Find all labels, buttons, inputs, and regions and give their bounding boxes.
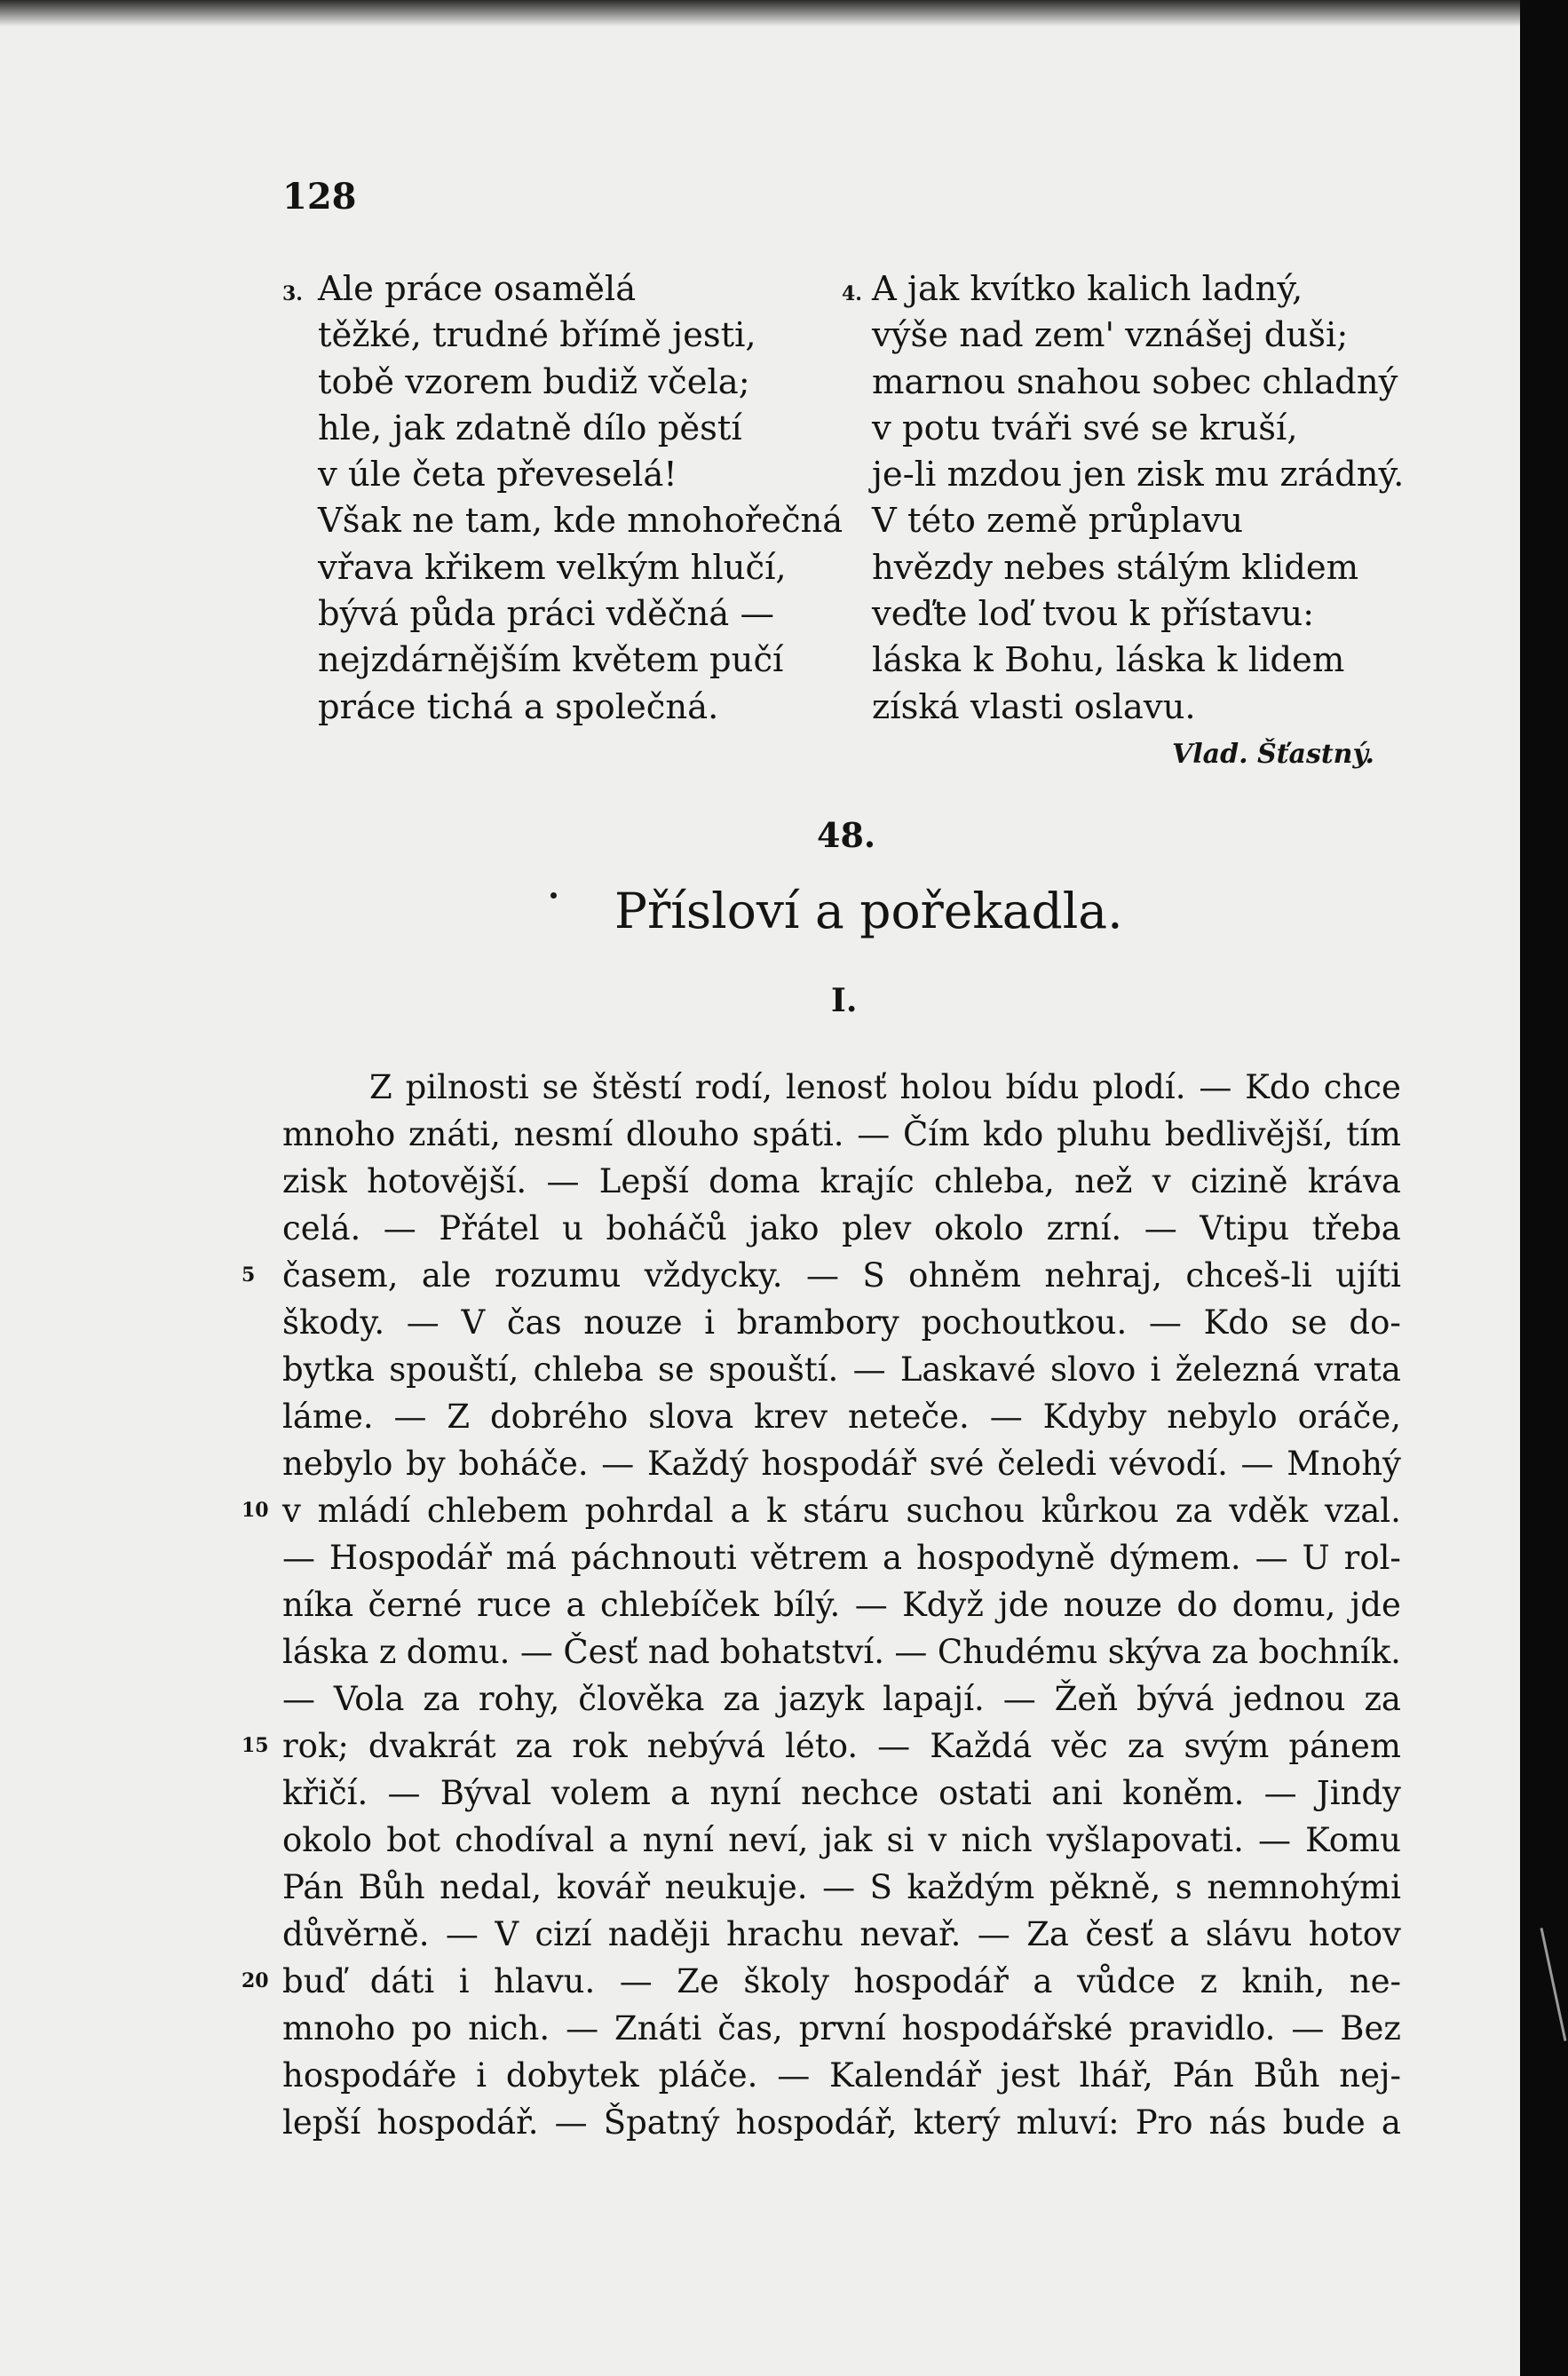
prose-line: láme. — Z dobrého slova krev neteče. — Kdyby nebylo oráče,: [282, 1398, 1401, 1436]
poem-author: Vlad. Šťastný.: [1172, 739, 1374, 770]
page-edge-shadow: [0, 0, 1520, 27]
section-title: Přísloví a pořekadla.: [614, 883, 1123, 939]
stanza-number-right: 4.: [842, 282, 862, 305]
prose-line: láska z domu. — Česť nad bohatství. — Chudému skýva za bochník.: [282, 1633, 1401, 1671]
prose-line: hospodáře i dobytek pláče. — Kalendář jest lhář, Pán Bůh nej-: [282, 2056, 1401, 2095]
poem-line: A jak kvítko kalich ladný,: [872, 269, 1303, 309]
prose-line: rok; dvakrát za rok nebývá léto. — Každá věc za svým pánem: [282, 1727, 1401, 1765]
prose-line: Z pilnosti se štěstí rodí, lenosť holou bídu plodí. — Kdo chce: [369, 1068, 1401, 1106]
poem-line: Však ne tam, kde mnohořečná: [318, 501, 843, 542]
poem-line: marnou snahou sobec chladný: [872, 361, 1398, 402]
poem-line: tobě vzorem budiž včela;: [318, 361, 750, 402]
prose-line: škody. — V čas nouze i brambory pochoutkou. — Kdo se do-: [282, 1303, 1401, 1342]
prose-line: časem, ale rozumu vždycky. — S ohněm nehraj, chceš-li ujíti: [282, 1256, 1401, 1295]
margin-line-number: 20: [242, 1969, 269, 1992]
prose-line: buď dáti i hlavu. — Ze školy hospodář a vůdce z knih, ne-: [282, 1962, 1401, 2000]
poem-line: je-li mzdou jen zisk mu zrádný.: [872, 455, 1405, 495]
poem-line: výše nad zem' vznášej duši;: [872, 315, 1349, 356]
poem-line: láska k Bohu, láska k lidem: [872, 640, 1345, 681]
poem-line: bývá půda práci vděčná —: [318, 594, 774, 635]
poem-line: získá vlasti oslavu.: [872, 686, 1196, 727]
proverbs-paragraph: [282, 1064, 1401, 2146]
prose-line: lepší hospodář. — Špatný hospodář, který mluví: Pro nás bude a: [282, 2103, 1401, 2142]
prose-line: v mládí chlebem pohrdal a k stáru suchou kůrkou za vděk vzal.: [282, 1492, 1401, 1530]
scan-margin-mark: [1540, 1928, 1567, 2041]
poem-stanza-right: [872, 266, 1404, 731]
poem-line: v potu tváři své se kruší,: [872, 408, 1298, 448]
subsection-numeral: I.: [831, 982, 858, 1019]
margin-line-number: 10: [242, 1499, 269, 1522]
prose-line: mnoho znáti, nesmí dlouho spáti. — Čím kdo pluhu bedlivější, tím: [282, 1115, 1401, 1153]
stanza-number-left: 3.: [282, 282, 303, 305]
prose-line: bytka spouští, chleba se spouští. — Laskavé slovo i železná vrata: [282, 1350, 1401, 1389]
section-number: 48.: [817, 815, 876, 855]
prose-line: zisk hotovější. — Lepší doma krajíc chleba, než v cizině kráva: [282, 1162, 1401, 1200]
poem-line: hle, jak zdatně dílo pěstí: [318, 408, 742, 448]
poem-line: Ale práce osamělá: [318, 269, 637, 309]
prose-line: celá. — Přátel u boháčů jako plev okolo zrní. — Vtipu třeba: [282, 1209, 1401, 1247]
prose-line: — Hospodář má páchnouti větrem a hospodyně dýmem. — U rol-: [282, 1539, 1401, 1577]
page-number: 128: [282, 176, 357, 218]
prose-line: — Vola za rohy, člověka za jazyk lapají. — Žeň bývá jednou za: [282, 1680, 1401, 1718]
poem-line: hvězdy nebes stálým klidem: [872, 547, 1359, 588]
prose-line: Pán Bůh nedal, kovář neukuje. — S každým pěkně, s nemnohými: [282, 1868, 1401, 1906]
poem-line: nejzdárnějším květem pučí: [318, 640, 784, 681]
poem-line: V této země průplavu: [872, 501, 1244, 542]
prose-line: okolo bot chodíval a nyní neví, jak si v nich vyšlapovati. — Komu: [282, 1821, 1401, 1859]
poem-line: veďte loď tvou k přístavu:: [872, 594, 1315, 635]
prose-line: níka černé ruce a chlebíček bílý. — Když jde nouze do domu, jde: [282, 1586, 1401, 1624]
prose-line: mnoho po nich. — Znáti čas, první hospodářské pravidlo. — Bez: [282, 2009, 1401, 2047]
poem-line: vřava křikem velkým hlučí,: [318, 547, 787, 588]
prose-line: nebylo by boháče. — Každý hospodář své čeledi vévodí. — Mnohý: [282, 1445, 1401, 1483]
poem-line: těžké, trudné břímě jesti,: [318, 315, 756, 356]
title-dot-mark: [550, 892, 557, 899]
poem-stanza-left: [318, 266, 843, 731]
margin-line-number: 5: [242, 1263, 256, 1287]
prose-line: křičí. — Býval volem a nyní nechce ostati ani koněm. — Jindy: [282, 1774, 1401, 1812]
margin-line-number: 15: [242, 1734, 269, 1757]
poem-line: práce tichá a společná.: [318, 686, 719, 727]
prose-line: důvěrně. — V cizí naději hrachu nevař. — Za česť a slávu hotov: [282, 1915, 1401, 1953]
poem-line: v úle četa převeselá!: [318, 455, 677, 495]
